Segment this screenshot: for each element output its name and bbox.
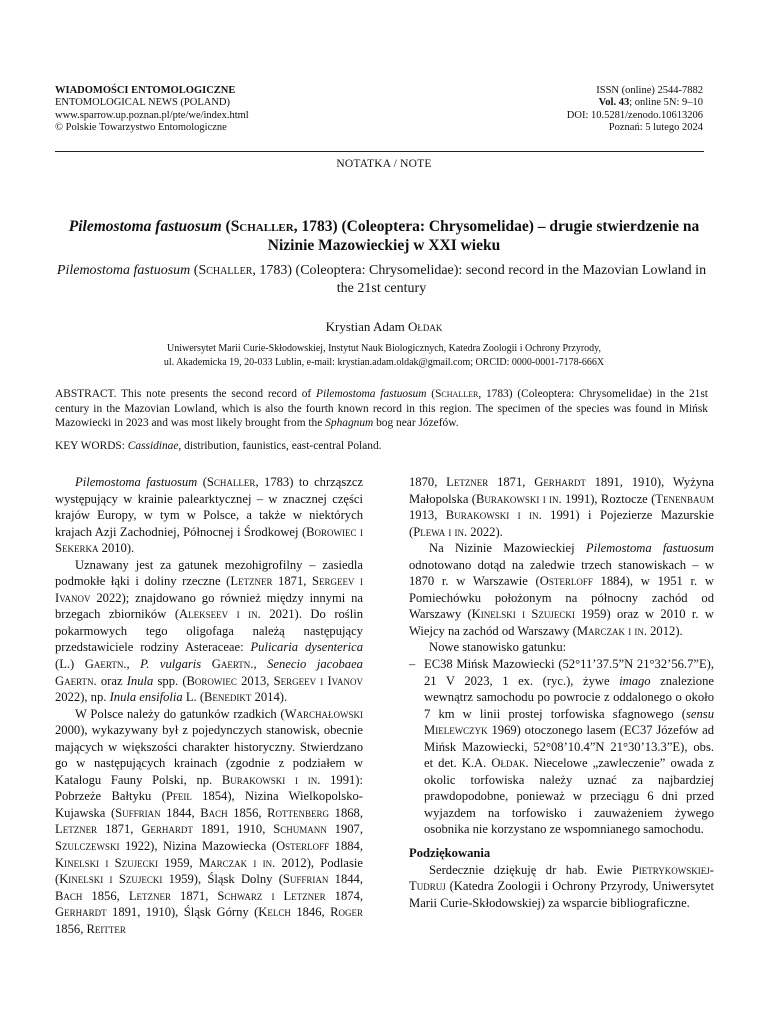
journal-header-right	[567, 85, 703, 135]
text	[201, 657, 212, 671]
text: 1856,	[227, 805, 268, 820]
citation-author: Kelch	[258, 905, 291, 920]
text: 2000), wykazywany był z pojedynczych stanowisk, obecnie mających w większości charakter historyczny. Stwierdzano go w następujących krainach (zgodnie z podziałem w Katalogu Fauny Polski, np.	[55, 723, 363, 787]
citation-author: Gerhardt	[55, 905, 107, 920]
citation-author: Mielewczyk	[424, 723, 488, 738]
citation-author: Tenenbaum	[655, 491, 714, 506]
abstract-species: Pilemostoma fastuosum	[316, 388, 427, 400]
abstract	[55, 387, 708, 431]
species-name: Pilemostoma fastuosum	[75, 475, 198, 489]
text: 1891, 1910), Wyżyna Małopolska (	[409, 475, 715, 506]
citation-author: Gerhardt	[534, 475, 586, 489]
citation-author: Ołdak	[491, 756, 526, 771]
journal-url[interactable]: www.sparrow.up.poznan.pl/pte/we/index.html	[55, 109, 249, 121]
citation-author: Alekseev i in.	[179, 607, 261, 622]
text: 2021). Do roślin pokarmowych tego oligofaga należą następujący przedstawiciele rodziny Asteraceae:	[55, 607, 363, 655]
text: 1844,	[328, 872, 364, 887]
citation-author: Burakowski i in.	[221, 772, 321, 787]
italic-term: imago	[619, 673, 651, 688]
italic-term: sensu	[686, 706, 714, 721]
citation-author: Letzner	[128, 888, 171, 903]
text: 1874,	[325, 888, 364, 903]
title-rest: , 1783) (Coleoptera: Chrysomelidae) – drugie stwierdzenie na Nizinie Mazowieckiej w XXI wieku	[267, 218, 700, 254]
record-text	[424, 656, 714, 838]
citation-author: Burakowski i in.	[476, 491, 562, 506]
citation-author: Schwarz i Letzner	[217, 888, 326, 903]
volume-rest: ; online 5N: 9–10	[629, 97, 703, 109]
citation-author: Pfeil	[165, 789, 192, 804]
keyword-cassidinae: Cassidinae	[127, 440, 179, 452]
paragraph	[55, 706, 363, 938]
paragraph	[55, 557, 363, 706]
keywords	[55, 439, 708, 454]
journal-name: WIADOMOŚCI ENTOMOLOGICZNE	[55, 85, 236, 96]
citation-author: Schaller	[206, 475, 256, 489]
journal-header-left	[55, 85, 249, 135]
citation-author: Marczak i in.	[576, 623, 647, 638]
text: 1922), Nizina Mazowiecka (	[119, 839, 277, 854]
citation-author: Kinelski i Szujecki	[55, 855, 159, 870]
doi[interactable]: DOI: 10.5281/zenodo.10613206	[566, 109, 703, 121]
species-name: Pilemostoma fastuosum	[585, 541, 714, 556]
text: 1959) oraz w 2010 r. w Wiejcy na zachód od Warszawy (	[409, 607, 715, 638]
citation-author: Suffrian	[115, 805, 161, 820]
abstract-text: , 1783) (Coleoptera: Chrysomelidae) in the 21st century in the Mazovian Lowland, which is also the fourth known record in this region. The specimen of the species was found in Mińsk Mazowiecki in 2023 and was most likely brought from the	[55, 388, 708, 430]
text: , 1783) to chrząszcz występujący w krainie palearktycznej – w znacznej części krajów Europy, w tym w Polsce, a także w niektórych krajach Azji Zachodniej, Północnej i Środkowej (	[55, 475, 364, 539]
text: 1891, 1910), Śląsk Górny (	[106, 905, 259, 920]
paragraph-continued	[409, 474, 714, 540]
citation-author: Bach	[200, 805, 228, 820]
species-name: Senecio jacobaea	[267, 657, 363, 672]
text: ,	[253, 657, 268, 672]
title-author: Schaller	[230, 218, 294, 235]
citation-author: Benedikt	[204, 690, 252, 705]
article-subtitle	[55, 262, 708, 298]
species-name: Pulicaria dysenterica	[250, 640, 363, 655]
citation-author: Gaertn.	[84, 657, 127, 672]
keywords-label: KEY WORDS:	[55, 440, 128, 452]
text: W Polsce należy do gatunków rzadkich (	[75, 706, 285, 721]
article-title	[60, 217, 708, 255]
text: 1991) i Pojezierze Mazurskie (	[409, 508, 715, 539]
text: znalezione wewnątrz samochodu po powrocie z oddalonego o około 7 km w linii prostej torfowiska sfagnowego (	[424, 673, 714, 721]
text: 1959), Śląsk Dolny (	[162, 872, 283, 887]
abstract-text: This note presents the second record of	[116, 388, 316, 400]
text: ,	[126, 657, 141, 672]
title-species: Pilemostoma fastuosum	[68, 218, 222, 235]
citation-author: Roger	[330, 905, 363, 920]
citation-author: Osterloff	[276, 839, 330, 854]
abstract-sphagnum: Sphagnum	[325, 417, 374, 430]
author-surname: Ołdak	[407, 319, 443, 334]
text: L. (	[182, 690, 205, 705]
author-first-names: Krystian Adam	[325, 319, 408, 334]
text: 1884), w 1951 r. w Pomiechówku położonym na północny zachód od Warszawy (	[409, 574, 714, 622]
journal-english-name: ENTOMOLOGICAL NEWS (POLAND)	[55, 97, 230, 109]
paragraph	[409, 540, 714, 639]
author-name	[0, 319, 768, 335]
citation-author: Sergeev i Ivanov	[55, 574, 363, 605]
species-name: Inula ensifolia	[109, 690, 183, 705]
citation-author: Bach	[55, 888, 83, 903]
text: . Niecelowe „zawleczenie” owada z okolic torfowiska należy uznać za najbardziej prawdopodobne, ponieważ w przeciągu 6 dni przed wyjazdem na torfowisko i zauważeniem żywego osobnika nie korzystano ze wspomnianego samochodu.	[424, 756, 714, 837]
text: 1856,	[55, 921, 87, 936]
paragraph	[55, 474, 363, 557]
text: 1913,	[409, 508, 446, 523]
abstract-label: ABSTRACT.	[55, 388, 117, 400]
citation-author: Gaertn.	[211, 657, 254, 672]
citation-author: Pietrykowskiej-Tudruj	[409, 862, 714, 894]
text: 1846,	[290, 905, 331, 920]
text: 2014).	[251, 690, 288, 705]
text: 2012).	[646, 623, 683, 638]
text: 1856,	[82, 888, 129, 903]
citation-author: Borowiec	[186, 673, 237, 688]
text: 1871,	[171, 888, 218, 903]
body-right-column	[409, 474, 714, 911]
citation-author: Suffrian	[282, 872, 329, 887]
text: (	[197, 475, 207, 489]
species-name: P. vulgaris	[140, 657, 202, 672]
citation-author: Marczak i in.	[198, 855, 276, 870]
text: Serdecznie dziękuję dr hab. Ewie	[429, 862, 632, 877]
text: 2022), np.	[55, 690, 110, 705]
text: 1870,	[409, 475, 447, 489]
new-locality-heading: Nowe stanowisko gatunku:	[429, 640, 567, 655]
text: 1868,	[329, 805, 363, 820]
acknowledgements-text	[409, 862, 714, 912]
citation-author: Letzner	[230, 574, 273, 589]
issn: ISSN (online) 2544-7882	[596, 85, 703, 96]
citation-author: Sergeev i Ivanov	[273, 673, 364, 688]
text: 1871,	[272, 574, 312, 589]
text: 1969) otoczonego lasem (EC37 Józefów ad Mińsk Mazowiecki, 52°08’10.4”N 21°30’13.3”E), obs. et det. K.A.	[424, 723, 714, 771]
text: 1884,	[329, 839, 363, 854]
title-text: (	[221, 218, 231, 235]
citation-author: Warchałowski	[284, 706, 363, 721]
citation-author: Schumann	[273, 822, 327, 837]
citation-author: Rottenberg	[267, 805, 330, 820]
citation-author: Kinelski i Szujecki	[471, 607, 575, 622]
citation-author: Letzner	[55, 822, 98, 837]
list-dash: –	[409, 657, 416, 672]
citation-author: Plewa i in.	[413, 524, 468, 539]
volume-info	[567, 97, 703, 109]
text: 1991), Roztocze (	[561, 491, 656, 506]
text: Na Nizinie Mazowieckiej	[429, 541, 586, 556]
abstract-text: (	[426, 388, 436, 400]
subtitle-text: (	[190, 263, 199, 278]
author-affiliation	[90, 342, 678, 369]
text: 2010).	[98, 541, 135, 556]
text: 2013,	[236, 673, 274, 688]
citation-author: Osterloff	[539, 574, 593, 589]
citation-author: Reitter	[86, 921, 126, 936]
text: 2022).	[467, 524, 503, 539]
body-left-column	[55, 474, 363, 937]
text: 1844,	[160, 805, 201, 820]
section-label: NOTATKA / NOTE	[336, 158, 432, 170]
citation-author: Kinelski i Szujecki	[59, 872, 163, 887]
text: 1991): Pobrzeże Bałtyku (	[55, 772, 363, 804]
affiliation-line-1: Uniwersytet Marii Curie-Skłodowskiej, Instytut Nauk Biologicznych, Katedra Zoologii i Ochrony Przyrody,	[167, 343, 601, 354]
keywords-rest: , distribution, faunistics, east-central Poland.	[178, 440, 382, 452]
citation-author: Gerhardt	[141, 822, 193, 837]
citation-author: Burakowski i in.	[445, 508, 542, 523]
society-copyright: © Polskie Towarzystwo Entomologiczne	[55, 122, 227, 134]
text: Uznawany jest za gatunek mezohigrofilny – zasiedla podmokłe łąki i doliny rzeczne (	[55, 557, 363, 589]
text: 1871,	[488, 475, 535, 489]
text: 1854), Nizina Wielkopolsko-Kujawska (	[55, 789, 363, 820]
subtitle-author: Schaller	[198, 263, 253, 278]
subtitle-species: Pilemostoma fastuosum	[56, 263, 191, 278]
text: 2012), Podlasie (	[55, 855, 363, 887]
species-name: Inula	[126, 673, 154, 688]
text: 1891, 1910,	[192, 822, 274, 837]
text: (L.)	[55, 657, 85, 672]
volume-label: Vol. 43	[598, 97, 630, 109]
subtitle-rest: , 1783) (Coleoptera: Chrysomelidae): second record in the Mazovian Lowland in the 21st century	[252, 263, 707, 296]
text: spp. (	[153, 673, 187, 688]
abstract-text: bog near Józefów.	[373, 417, 459, 430]
citation-author: Letzner	[446, 475, 489, 489]
text: 1871,	[97, 822, 142, 837]
text: odnotowano dotąd na zaledwie trzech stanowiskach – w 1870 r. w Warszawie (	[409, 557, 714, 589]
text: oraz	[96, 673, 127, 688]
text: 2022); znajdowano go również między innymi na brzegach zbiorników (	[55, 590, 363, 622]
citation-author: Borowiec i Sekerka	[55, 524, 363, 556]
record-list-item	[409, 656, 714, 838]
acknowledgements-heading: Podziękowania	[409, 846, 491, 861]
header-divider	[55, 151, 704, 152]
citation-author: Szulczewski	[55, 839, 120, 854]
publication-date: Poznań: 5 lutego 2024	[608, 122, 703, 134]
affiliation-line-2: ul. Akademicka 19, 20-033 Lublin, e-mail: krystian.adam.oldak@gmail.com; ORCID: 0000-0001-7178-666X	[163, 356, 605, 368]
text: (Katedra Zoologii i Ochrony Przyrody, Uniwersytet Marii Curie-Skłodowskiej) za wsparcie bibliograficzne.	[409, 879, 714, 910]
text: EC38 Mińsk Mazowiecki (52°11’37.5”N 21°32’56.7”E), 21 V 2023, 1 ex. (ryc.), żywe	[424, 657, 714, 688]
citation-author: Gaertn.	[55, 673, 97, 688]
text: 1907,	[326, 822, 364, 837]
abstract-author: Schaller	[435, 388, 479, 400]
text: 1959,	[158, 855, 199, 870]
